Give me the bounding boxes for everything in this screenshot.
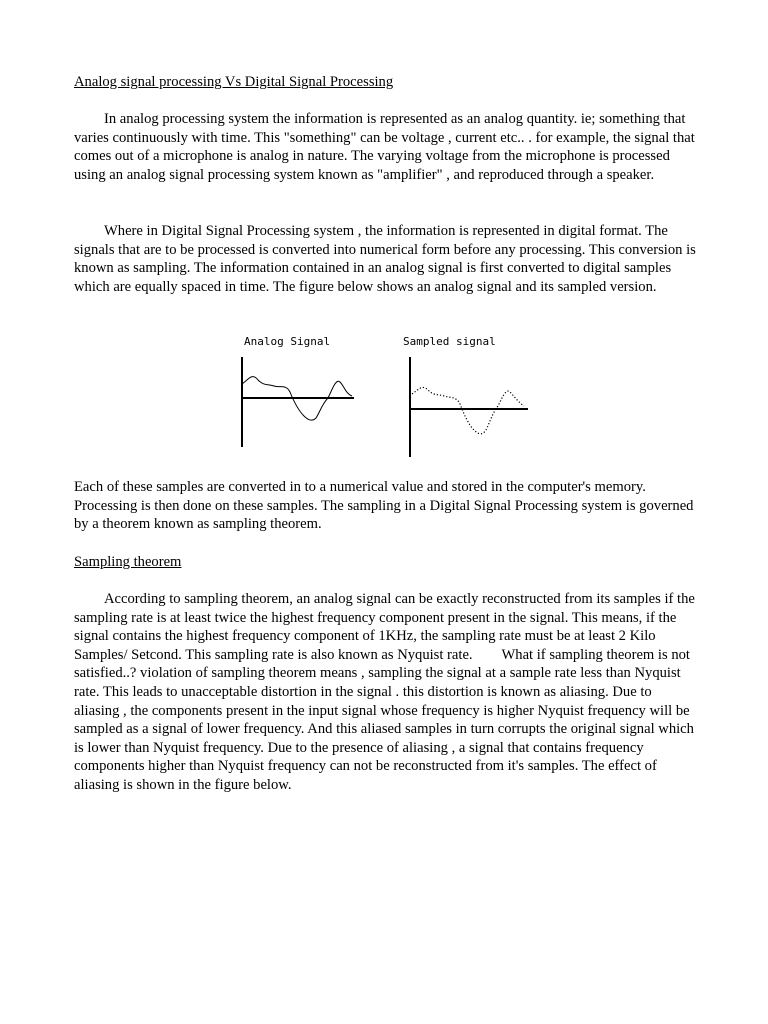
paragraph-samples-processing: Each of these samples are converted in to a numerical value and stored in the computer's memory. Processing is then done on these samples. The sampling in a Digital Signal Processing system is governed by a theorem known as sampling theorem.: [74, 479, 694, 533]
paragraph-analog-processing: In analog processing system the information is represented as an analog quantity. ie; something that varies continuously with time. This "something" can be voltage , current etc.. . for example, the signal that comes out of a microphone is analog in nature. The varying voltage from the microphone is processed using an analog signal processing system known as "amplifier" , and reproduced through a speaker.: [74, 111, 695, 183]
signal-figure-svg: [228, 332, 538, 457]
analog-signal-label: Analog Signal: [244, 335, 331, 348]
paragraph-digital-processing: Where in Digital Signal Processing system , the information is represented in digital format. The signals that are to be processed is converted into numerical form before any processing. This conversion is known as sampling. The information contained in an analog signal is first converted to digital samples which are equally spaced in time. The figure below shows an analog signal and its sampled version.: [74, 223, 696, 295]
section-heading-analog-vs-digital: Analog signal processing Vs Digital Signal Processing: [74, 74, 394, 90]
paragraph-sampling-theorem: According to sampling theorem, an analog signal can be exactly reconstructed from its samples if the sampling rate is at least twice the highest frequency component present in the signal. This means, if the signal contains the highest frequency component of 1KHz, the sampling rate must be at least 2 Kilo Samples/ Setcond. This sampling rate is also known as Nyquist rate. What if sampling theorem is not satisfied..? violation of sampling theorem means , sampling the signal at a sample rate less than Nyquist rate. This leads to unacceptable distortion in the signal . this distortion is known as aliasing. Due to aliasing , the components present in the input signal whose frequency is higher Nyquist frequency will be sampled as a signal of lower frequency. And this aliased samples in turn corrupts the original signal which is lower than Nyquist frequency. Due to the presence of aliasing , a signal that contains frequency components higher than Nyquist frequency can not be reconstructed from it's samples. The effect of aliasing is shown in the figure below.: [74, 591, 699, 793]
signal-figure: [228, 332, 538, 457]
sampled-waveform: [412, 387, 524, 433]
section-heading-sampling-theorem: Sampling theorem: [74, 554, 182, 570]
sampled-signal-label: Sampled signal: [403, 335, 496, 348]
